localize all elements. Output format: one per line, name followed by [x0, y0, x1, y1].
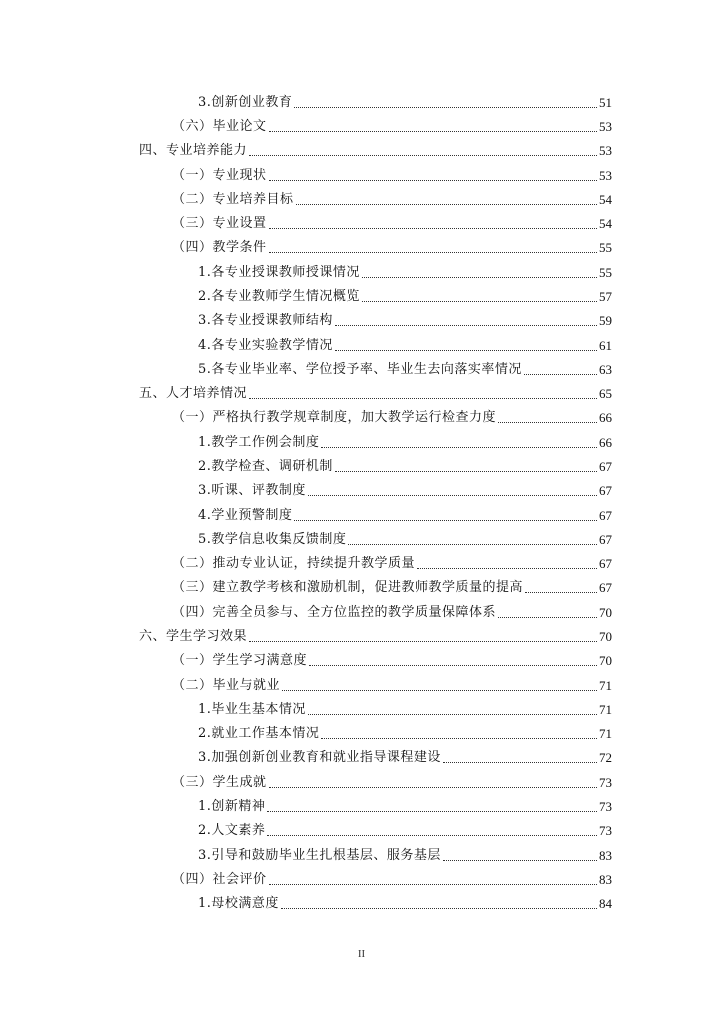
toc-leader-dots	[335, 350, 597, 351]
toc-leader-dots	[269, 180, 597, 181]
toc-leader-dots	[249, 641, 597, 642]
toc-entry-title: （三）建立教学考核和激励机制，促进教师教学质量的提高	[172, 580, 524, 595]
toc-entry-title: 1.创新精神	[198, 799, 266, 814]
toc-entry-title: 5.教学信息收集反馈制度	[198, 532, 347, 547]
toc-leader-dots	[498, 617, 597, 618]
toc-leader-dots	[362, 301, 597, 302]
toc-entry[interactable]	[198, 479, 612, 499]
toc-entry-page: 55	[599, 265, 612, 280]
toc-entry-title: （二）推动专业认证，持续提升教学质量	[172, 556, 416, 571]
toc-entry[interactable]	[172, 406, 612, 426]
toc-entry[interactable]	[172, 212, 612, 232]
toc-entry-title: 2.就业工作基本情况	[198, 726, 320, 741]
toc-leader-dots	[348, 544, 597, 545]
toc-entry-title: （四）社会评价	[172, 872, 267, 887]
toc-entry-page: 83	[599, 848, 612, 863]
toc-entry-page: 72	[599, 750, 612, 765]
toc-entry[interactable]	[172, 649, 612, 669]
toc-entry-title: （六）毕业论文	[172, 119, 267, 134]
toc-entry-title: （二）毕业与就业	[172, 678, 281, 693]
toc-entry-title: 3.加强创新创业教育和就业指导课程建设	[198, 750, 441, 765]
toc-entry[interactable]	[198, 844, 612, 864]
toc-entry-page: 65	[599, 386, 612, 401]
toc-entry[interactable]	[198, 285, 612, 305]
toc-entry-title: 1.母校满意度	[198, 896, 279, 911]
toc-entry-title: 五、人才培养情况	[139, 386, 248, 401]
toc-leader-dots	[498, 422, 597, 423]
toc-leader-dots	[308, 495, 597, 496]
toc-entry-title: 3.听课、评教制度	[198, 483, 306, 498]
toc-entry-page: 61	[599, 338, 612, 353]
toc-entry-title: （一）严格执行教学规章制度，加大教学运行检查力度	[172, 410, 497, 425]
toc-leader-dots	[281, 908, 597, 909]
toc-entry-title: （二）专业培养目标	[172, 192, 294, 207]
toc-entry-page: 84	[599, 896, 612, 911]
toc-entry-title: （三）专业设置	[172, 216, 267, 231]
toc-entry-title: 1.毕业生基本情况	[198, 702, 306, 717]
toc-leader-dots	[309, 665, 597, 666]
toc-leader-dots	[308, 714, 597, 715]
toc-entry-title: 1.教学工作例会制度	[198, 435, 320, 450]
toc-leader-dots	[417, 568, 597, 569]
toc-entry[interactable]	[198, 431, 612, 451]
toc-leader-dots	[269, 787, 597, 788]
toc-entry[interactable]	[198, 91, 612, 111]
toc-entry[interactable]	[172, 771, 612, 791]
toc-entry-title: 3.各专业授课教师结构	[198, 313, 333, 328]
toc-entry-page: 70	[599, 605, 612, 620]
toc-leader-dots	[294, 107, 597, 108]
toc-entry-page: 53	[599, 119, 612, 134]
toc-leader-dots	[269, 884, 597, 885]
toc-entry-title: 3.引导和鼓励毕业生扎根基层、服务基层	[198, 848, 441, 863]
toc-entry[interactable]	[198, 504, 612, 524]
toc-entry-page: 57	[599, 289, 612, 304]
toc-leader-dots	[443, 762, 597, 763]
toc-leader-dots	[321, 738, 597, 739]
toc-entry-page: 67	[599, 459, 612, 474]
toc-leader-dots	[267, 835, 597, 836]
toc-entry-page: 73	[599, 775, 612, 790]
toc-entry-title: （四）教学条件	[172, 240, 267, 255]
toc-entry[interactable]	[172, 868, 612, 888]
toc-entry-page: 71	[599, 726, 612, 741]
toc-entry-page: 55	[599, 240, 612, 255]
toc-entry[interactable]	[198, 698, 612, 718]
toc-entry-title: （一）专业现状	[172, 168, 267, 183]
toc-entry-title: 1.各专业授课教师授课情况	[198, 265, 360, 280]
toc-leader-dots	[296, 204, 597, 205]
toc-leader-dots	[335, 325, 597, 326]
toc-entry[interactable]	[198, 455, 612, 475]
toc-entry-page: 73	[599, 823, 612, 838]
toc-leader-dots	[269, 252, 597, 253]
toc-leader-dots	[524, 374, 597, 375]
toc-leader-dots	[362, 277, 597, 278]
toc-entry-title: 2.教学检查、调研机制	[198, 459, 333, 474]
toc-entry-page: 59	[599, 313, 612, 328]
toc-entry-title: 4.学业预警制度	[198, 508, 293, 523]
toc-entry[interactable]	[198, 795, 612, 815]
toc-entry[interactable]	[172, 164, 612, 184]
toc-entry-title: （一）学生学习满意度	[172, 653, 308, 668]
toc-leader-dots	[269, 228, 597, 229]
toc-entry[interactable]	[198, 892, 612, 912]
toc-entry[interactable]	[139, 625, 612, 645]
toc-entry[interactable]	[198, 746, 612, 766]
toc-entry-page: 71	[599, 678, 612, 693]
toc-entry[interactable]	[172, 115, 612, 135]
toc-entry[interactable]	[172, 236, 612, 256]
toc-entry[interactable]	[172, 674, 612, 694]
toc-leader-dots	[282, 690, 597, 691]
toc-entry-title: （四）完善全员参与、全方位监控的教学质量保障体系	[172, 605, 497, 620]
toc-entry[interactable]	[172, 552, 612, 572]
toc-entry-page: 83	[599, 872, 612, 887]
toc-entry[interactable]	[198, 528, 612, 548]
toc-entry[interactable]	[198, 819, 612, 839]
toc-entry-page: 67	[599, 580, 612, 595]
toc-entry-page: 67	[599, 532, 612, 547]
toc-entry-page: 53	[599, 143, 612, 158]
toc-leader-dots	[443, 860, 597, 861]
toc-leader-dots	[335, 471, 597, 472]
toc-entry-page: 54	[599, 192, 612, 207]
toc-entry-page: 71	[599, 702, 612, 717]
toc-leader-dots	[269, 131, 597, 132]
toc-leader-dots	[294, 520, 597, 521]
toc-entry-page: 67	[599, 556, 612, 571]
toc-entry-title: 2.各专业教师学生情况概览	[198, 289, 360, 304]
toc-leader-dots	[249, 155, 597, 156]
toc-entry-page: 54	[599, 216, 612, 231]
toc-entry-title: 3.创新创业教育	[198, 95, 293, 110]
toc-entry[interactable]	[198, 261, 612, 281]
toc-entry-page: 70	[599, 653, 612, 668]
toc-entry-page: 70	[599, 629, 612, 644]
toc-entry-page: 63	[599, 362, 612, 377]
toc-entry-page: 73	[599, 799, 612, 814]
toc-entry[interactable]	[198, 358, 612, 378]
toc-leader-dots	[267, 811, 597, 812]
toc-entry-title: 4.各专业实验教学情况	[198, 338, 333, 353]
toc-entry-page: 67	[599, 483, 612, 498]
page-number: II	[357, 948, 366, 960]
toc-entry[interactable]	[139, 382, 612, 402]
toc-entry-title: 2.人文素养	[198, 823, 266, 838]
toc-leader-dots	[525, 592, 597, 593]
toc-entry[interactable]	[139, 139, 612, 159]
toc-leader-dots	[321, 447, 597, 448]
toc-entry[interactable]	[172, 601, 612, 621]
toc-leader-dots	[249, 398, 597, 399]
toc-entry-page: 51	[599, 95, 612, 110]
toc-entry-title: 5.各专业毕业率、学位授予率、毕业生去向落实率情况	[198, 362, 522, 377]
toc-entry-page: 53	[599, 168, 612, 183]
toc-entry[interactable]	[198, 309, 612, 329]
toc-entry[interactable]	[172, 188, 612, 208]
toc-entry-title: 六、学生学习效果	[139, 629, 248, 644]
toc-entry-page: 66	[599, 435, 612, 450]
toc-entry-page: 66	[599, 410, 612, 425]
toc-entry[interactable]	[172, 576, 612, 596]
toc-entry-title: 四、专业培养能力	[139, 143, 248, 158]
toc-entry-title: （三）学生成就	[172, 775, 267, 790]
toc-entry[interactable]	[198, 722, 612, 742]
toc-entry[interactable]	[198, 334, 612, 354]
toc-entry-page: 67	[599, 508, 612, 523]
